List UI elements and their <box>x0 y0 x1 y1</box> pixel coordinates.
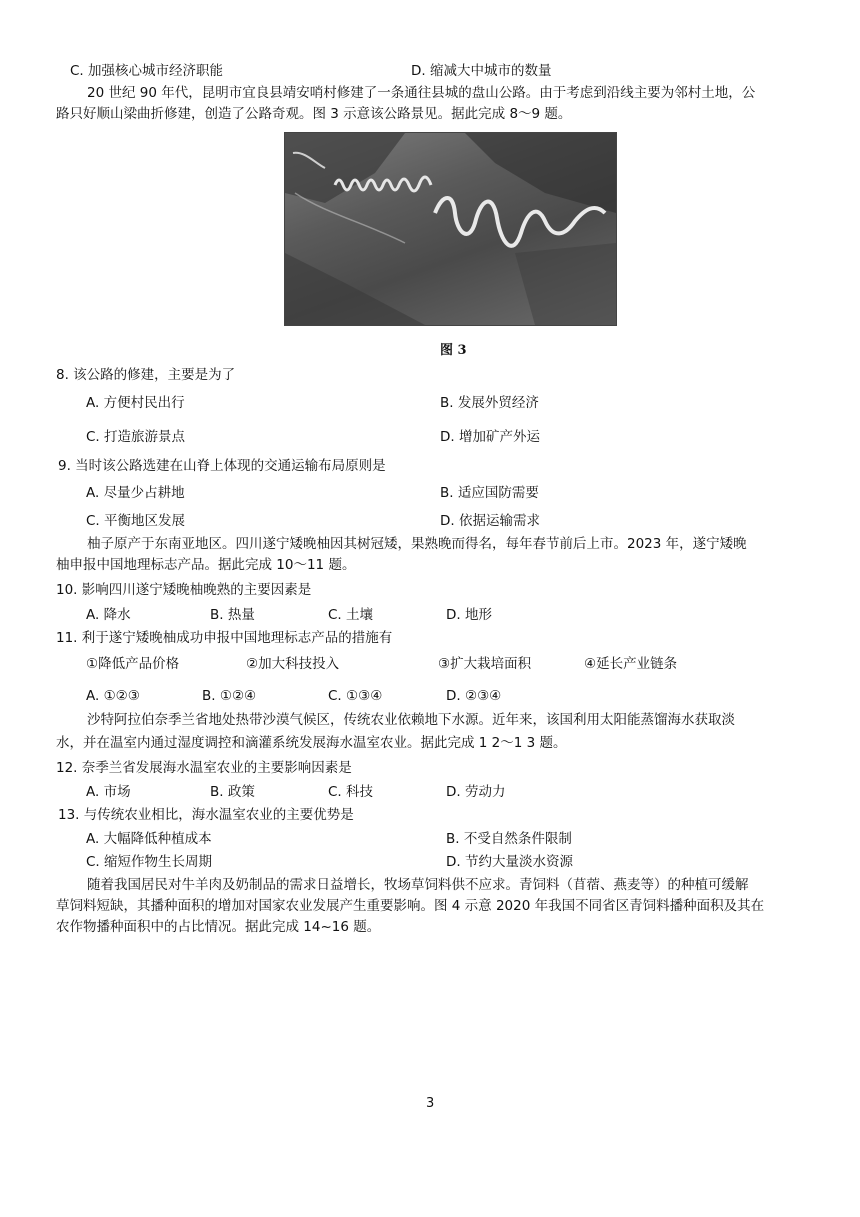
figure-3-caption: 图 3 <box>440 343 467 358</box>
q9-option-a: A. 尽量少占耕地 <box>86 485 185 501</box>
q12-stem: 12. 奈季兰省发展海水温室农业的主要影响因素是 <box>56 760 352 776</box>
q11-statement-3: ③扩大栽培面积 <box>438 656 532 672</box>
passage-citrus-line2: 柚申报中国地理标志产品。据此完成 10～11 题。 <box>56 557 356 573</box>
page-number: 3 <box>426 1096 435 1111</box>
q8-option-c: C. 打造旅游景点 <box>86 429 186 445</box>
q12-option-a: A. 市场 <box>86 784 131 800</box>
q12-option-b: B. 政策 <box>210 784 255 800</box>
q7-option-d: D. 缩减大中城市的数量 <box>411 63 552 79</box>
q9-option-b: B. 适应国防需要 <box>440 485 539 501</box>
q13-option-a: A. 大幅降低种植成本 <box>86 831 212 847</box>
q11-statement-2: ②加大科技投入 <box>246 656 340 672</box>
q11-statement-4: ④延长产业链条 <box>584 656 678 672</box>
q10-option-b: B. 热量 <box>210 607 255 623</box>
passage-saudi-line1: 沙特阿拉伯奈季兰省地处热带沙漠气候区，传统农业依赖地下水源。近年来，该国利用太阳能蒸馏海水获取淡 <box>87 712 735 728</box>
mountain-road-photo <box>284 132 617 326</box>
q8-option-b: B. 发展外贸经济 <box>440 395 539 411</box>
q10-option-c: C. 土壤 <box>328 607 374 623</box>
q9-option-c: C. 平衡地区发展 <box>86 513 186 529</box>
q12-option-d: D. 劳动力 <box>446 784 506 800</box>
passage-saudi-line2: 水，并在温室内通过湿度调控和滴灌系统发展海水温室农业。据此完成 1 2～1 3 题。 <box>56 735 567 751</box>
q11-stem: 11. 利于遂宁矮晚柚成功申报中国地理标志产品的措施有 <box>56 630 393 646</box>
passage-citrus-line1: 柚子原产于东南亚地区。四川遂宁矮晚柚因其树冠矮，果熟晚而得名，每年春节前后上市。2023 年，遂宁矮晚 <box>87 536 747 552</box>
q7-option-c: C. 加强核心城市经济职能 <box>70 63 224 79</box>
q11-option-a: A. ①②③ <box>86 688 140 704</box>
q12-option-c: C. 科技 <box>328 784 374 800</box>
q11-option-b: B. ①②④ <box>202 688 257 704</box>
q11-option-d: D. ②③④ <box>446 688 502 704</box>
passage-forage-line2: 草饲料短缺，其播种面积的增加对国家农业发展产生重要影响。图 4 示意 2020 年我国不同省区青饲料播种面积及其在 <box>56 898 765 914</box>
q13-option-b: B. 不受自然条件限制 <box>446 831 572 847</box>
q13-option-d: D. 节约大量淡水资源 <box>446 854 573 870</box>
q11-option-c: C. ①③④ <box>328 688 383 704</box>
q11-statement-1: ①降低产品价格 <box>86 656 180 672</box>
passage-forage-line3: 农作物播种面积中的占比情况。据此完成 14~16 题。 <box>56 919 381 935</box>
q8-option-d: D. 增加矿产外运 <box>440 429 540 445</box>
q10-option-a: A. 降水 <box>86 607 131 623</box>
q10-option-d: D. 地形 <box>446 607 492 623</box>
q8-stem: 8. 该公路的修建，主要是为了 <box>56 367 236 383</box>
q13-option-c: C. 缩短作物生长周期 <box>86 854 213 870</box>
q9-stem: 9. 当时该公路选建在山脊上体现的交通运输布局原则是 <box>58 458 386 474</box>
passage-road-line2: 路只好顺山梁曲折修建，创造了公路奇观。图 3 示意该公路景见。据此完成 8～9 题。 <box>56 106 572 122</box>
passage-road-line1: 20 世纪 90 年代，昆明市宜良县靖安哨村修建了一条通往县城的盘山公路。由于考虑到沿线主要为邻村土地，公 <box>87 85 756 101</box>
q8-option-a: A. 方便村民出行 <box>86 395 185 411</box>
passage-forage-line1: 随着我国居民对牛羊肉及奶制品的需求日益增长，牧场草饲料供不应求。青饲料（苜蓿、燕麦等）的种植可缓解 <box>87 877 749 893</box>
q9-option-d: D. 依据运输需求 <box>440 513 540 529</box>
q13-stem: 13. 与传统农业相比，海水温室农业的主要优势是 <box>58 807 354 823</box>
q10-stem: 10. 影响四川遂宁矮晚柚晚熟的主要因素是 <box>56 582 312 598</box>
